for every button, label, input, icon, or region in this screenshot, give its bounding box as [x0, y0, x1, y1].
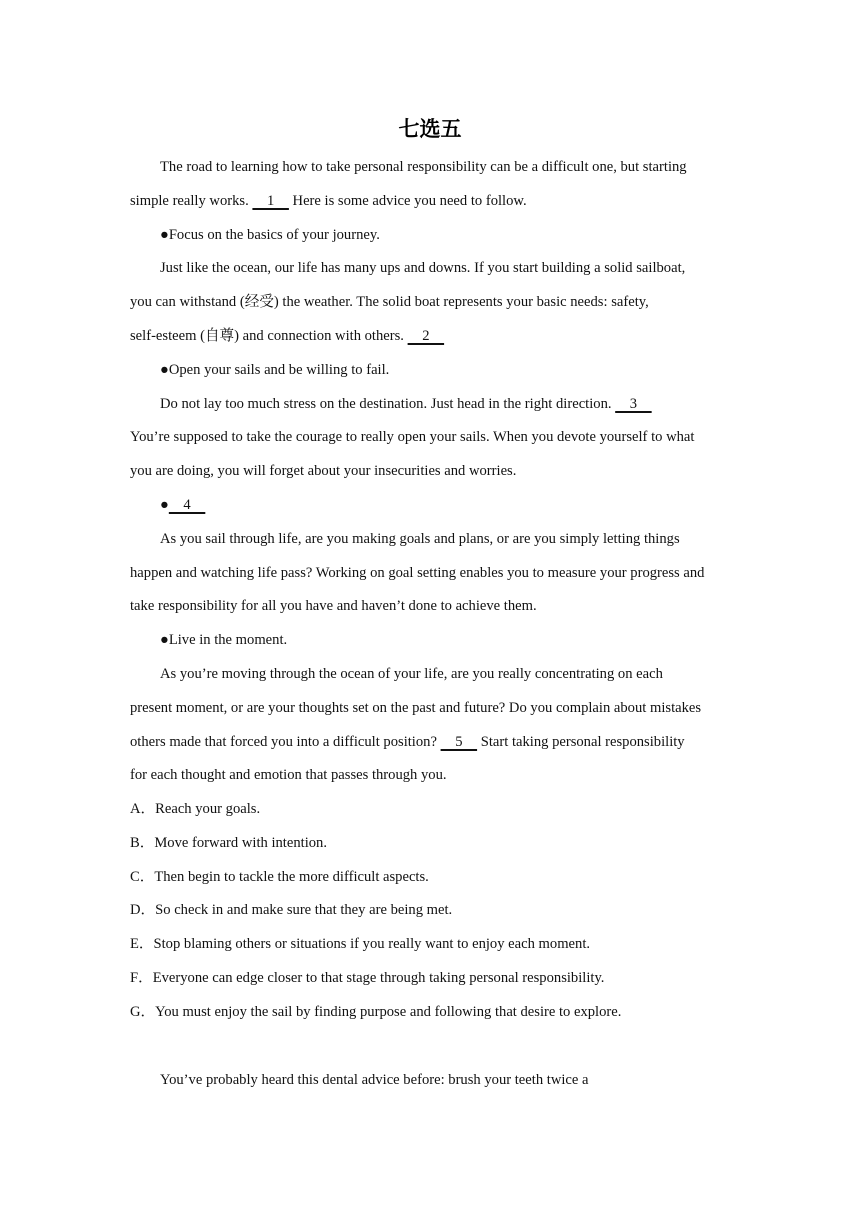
option-item: E．Stop blaming others or situations if you really want to enjoy each moment.	[130, 936, 591, 952]
answer-blank[interactable]: 2	[407, 328, 445, 344]
line-text-before: others made that forced you into a difficult position?	[130, 734, 441, 750]
passage-line: present moment, or are your thoughts set on the past and future? Do you complain about mistakes	[130, 700, 702, 716]
line-text-before: simple really works.	[130, 193, 253, 209]
option-item: B．Move forward with intention.	[130, 835, 327, 851]
passage-line	[130, 732, 685, 752]
passage-line	[160, 394, 652, 414]
answer-blank[interactable]: 4	[168, 497, 206, 513]
passage-line: As you’re moving through the ocean of your life, are you really concentrating on each	[160, 666, 663, 682]
section-heading: ●Open your sails and be willing to fail.	[160, 362, 390, 378]
line-text-before: ●	[160, 497, 169, 513]
line-text-before: self-esteem (自尊) and connection with others.	[130, 328, 408, 344]
passage-line: Just like the ocean, our life has many ups and downs. If you start building a solid sailboat,	[160, 260, 686, 276]
next-passage-intro: You’ve probably heard this dental advice before: brush your teeth twice a	[160, 1072, 589, 1088]
section-heading: ●Live in the moment.	[160, 632, 288, 648]
passage-line: happen and watching life pass? Working on goal setting enables you to measure your progress and	[130, 565, 705, 581]
passage-line: As you sail through life, are you making goals and plans, or are you simply letting things	[160, 531, 680, 547]
option-item: G．You must enjoy the sail by finding purpose and following that desire to explore.	[130, 1004, 622, 1020]
passage-line: for each thought and emotion that passes through you.	[130, 767, 447, 783]
passage-line: take responsibility for all you have and haven’t done to achieve them.	[130, 598, 537, 614]
section-heading: ●Focus on the basics of your journey.	[160, 227, 380, 243]
answer-blank[interactable]: 5	[440, 734, 478, 750]
passage-line: You’re supposed to take the courage to really open your sails. When you devote yourself to what	[130, 429, 695, 445]
line-text-before: Do not lay too much stress on the destination. Just head in the right direction.	[160, 396, 616, 412]
line-text-after: Here is some advice you need to follow.	[288, 193, 527, 209]
passage-line: The road to learning how to take personal responsibility can be a difficult one, but starting	[160, 159, 687, 175]
answer-blank[interactable]: 1	[252, 193, 289, 209]
line-text-after: Start taking personal responsibility	[477, 734, 685, 750]
passage-line	[130, 326, 444, 346]
section-heading	[160, 495, 205, 515]
option-item: A．Reach your goals.	[130, 801, 261, 817]
page-title: 七选五	[398, 116, 462, 141]
answer-blank[interactable]: 3	[615, 396, 652, 412]
passage-line: you can withstand (经受) the weather. The solid boat represents your basic needs: safety,	[130, 294, 649, 310]
passage-line: you are doing, you will forget about your insecurities and worries.	[130, 463, 517, 479]
passage-line	[130, 191, 527, 211]
option-item: C．Then begin to tackle the more difficult aspects.	[130, 869, 429, 885]
option-item: F．Everyone can edge closer to that stage through taking personal responsibility.	[130, 970, 605, 986]
option-item: D．So check in and make sure that they are being met.	[130, 902, 453, 918]
